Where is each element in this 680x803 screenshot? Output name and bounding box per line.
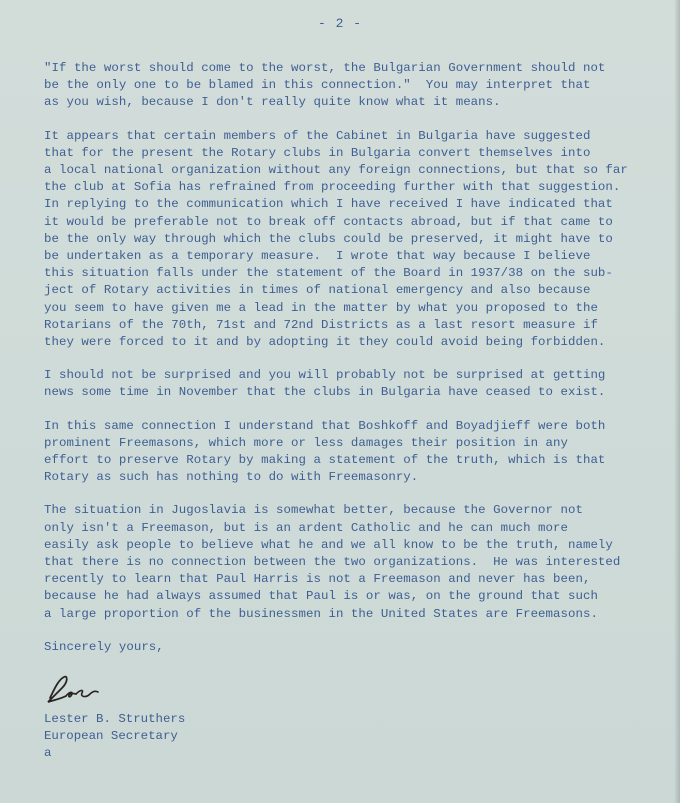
closing-text: Sincerely yours, <box>44 639 164 654</box>
text-line: be the only one to be blamed in this connection." You may interpret that <box>44 78 591 93</box>
paragraph-5 <box>44 502 672 622</box>
text-line: recently to learn that Paul Harris is not a Freemason and never has been, <box>44 572 591 587</box>
paragraph-1 <box>44 60 672 112</box>
text-line: "If the worst should come to the worst, the Bulgarian Government should not <box>44 61 606 75</box>
paragraph-3 <box>44 367 672 401</box>
letter-body <box>44 60 672 670</box>
text-line: a large proportion of the businessmen in the United States are Freemasons. <box>44 606 598 621</box>
text-line: that for the present the Rotary clubs in Bulgaria convert themselves into <box>44 145 591 160</box>
closing <box>44 639 672 656</box>
typist-initial: a <box>44 746 52 761</box>
text-line: they were forced to it and by adopting it they could avoid being forbidden. <box>44 335 606 350</box>
text-line: I should not be surprised and you will probably not be surprised at getting <box>44 368 606 383</box>
text-line: because he had always assumed that Paul is or was, on the ground that such <box>44 589 598 604</box>
text-line: In this same connection I understand that Boshkoff and Boyadjieff were both <box>44 418 606 433</box>
text-line: as you wish, because I don't really quite know what it means. <box>44 95 501 110</box>
text-line: It appears that certain members of the Cabinet in Bulgaria have suggested <box>44 128 591 143</box>
text-line: be undertaken as a temporary measure. I wrote that way because I believe <box>44 249 591 264</box>
paper-edge-shadow <box>674 0 680 803</box>
text-line: be the only way through which the clubs could be preserved, it might have to <box>44 231 613 246</box>
text-line: only isn't a Freemason, but is an ardent Catholic and he can much more <box>44 520 568 535</box>
text-line: prominent Freemasons, which more or less damages their position in any <box>44 435 568 450</box>
paragraph-4 <box>44 418 672 487</box>
text-line: a local national organization without any foreign connections, but that so far <box>44 163 628 178</box>
text-line: news some time in November that the clubs in Bulgaria have ceased to exist. <box>44 385 606 400</box>
paragraph-2 <box>44 128 672 352</box>
text-line: that there is no connection between the two organizations. He was interested <box>44 555 621 570</box>
text-line: you seem to have given me a lead in the matter by what you proposed to the <box>44 300 598 315</box>
text-line: the club at Sofia has refrained from proceeding further with that suggestion. <box>44 180 621 195</box>
text-line: The situation in Jugoslavia is somewhat better, because the Governor not <box>44 503 583 518</box>
handwritten-signature <box>44 672 104 706</box>
text-line: Rotary as such has nothing to do with Freemasonry. <box>44 470 419 485</box>
text-line: In replying to the communication which I have received I have indicated that <box>44 197 613 212</box>
signer-name: Lester B. Struthers <box>44 712 186 726</box>
text-line: this situation falls under the statement of the Board in 1937/38 on the sub- <box>44 266 613 281</box>
text-line: effort to preserve Rotary by making a statement of the truth, which is that <box>44 453 606 468</box>
page-number: - 2 - <box>317 16 362 31</box>
text-line: it would be preferable not to break off contacts abroad, but if that came to <box>44 214 613 229</box>
signature-block <box>44 711 185 763</box>
text-line: Rotarians of the 70th, 71st and 72nd Districts as a last resort measure if <box>44 317 598 332</box>
text-line: easily ask people to believe what he and we all know to be the truth, namely <box>44 537 613 552</box>
signer-title: European Secretary <box>44 729 178 744</box>
text-line: ject of Rotary activities in times of national emergency and also because <box>44 283 591 298</box>
